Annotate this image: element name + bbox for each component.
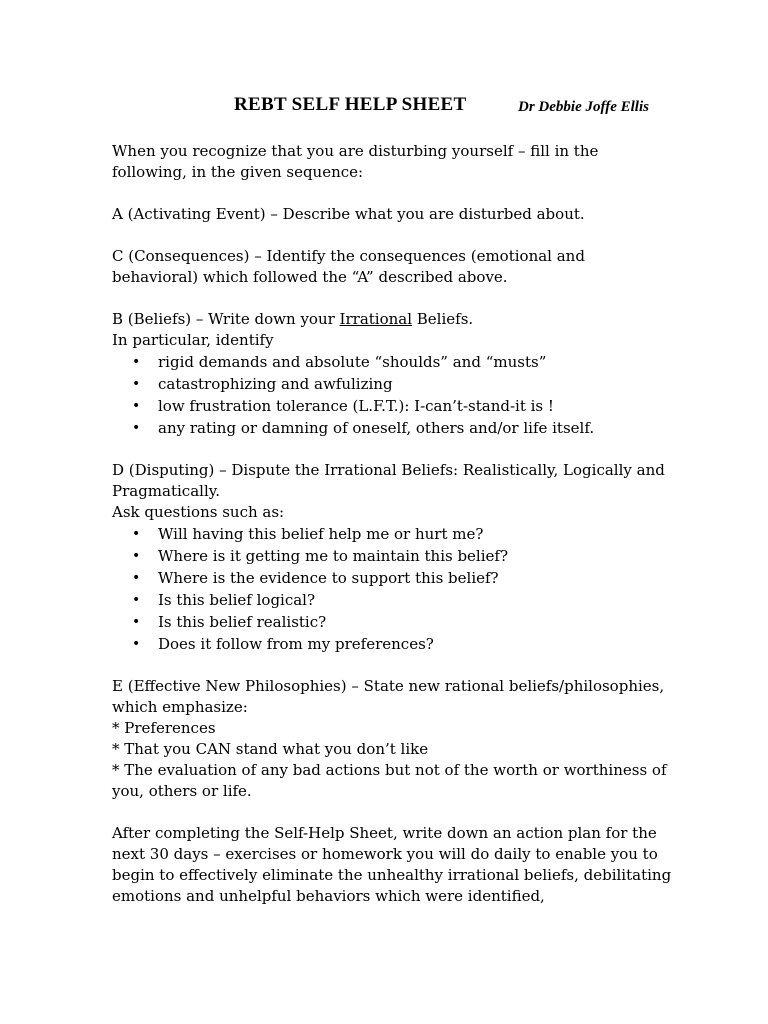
list-item: • Is this belief realistic? xyxy=(112,611,672,633)
list-item: • catastrophizing and awfulizing xyxy=(112,373,672,395)
document-title: REBT SELF HELP SHEET xyxy=(234,94,467,115)
list-item: • Will having this belief help me or hurt me? xyxy=(112,523,672,545)
author-name: Dr Debbie Joffe Ellis xyxy=(518,99,649,115)
disputing-questions-list xyxy=(112,523,672,655)
irrational-underlined: Irrational xyxy=(339,310,413,328)
intro-paragraph: When you recognize that you are disturbing yourself – fill in the following, in the given sequence: xyxy=(112,142,599,181)
list-item: • any rating or damning of oneself, others and/or life itself. xyxy=(112,417,672,439)
section-b-heading xyxy=(112,309,672,330)
section-e-point: * Preferences xyxy=(112,719,216,737)
section-d-paragraph: D (Disputing) – Dispute the Irrational Beliefs: Realistically, Logically and Pragmatically. xyxy=(112,461,665,500)
section-e-paragraph: E (Effective New Philosophies) – State new rational beliefs/philosophies, which emphasize: xyxy=(112,677,665,716)
document-body xyxy=(112,141,672,928)
section-b-lead: In particular, identify xyxy=(112,331,274,349)
closing-paragraph: After completing the Self-Help Sheet, write down an action plan for the next 30 days – exercises or homework you will do daily to enable you to begin to effectively eliminate the unhealthy irrational beliefs, debilitating emotions and unhelpful behaviors which were identified, xyxy=(112,824,672,905)
list-item: • Is this belief logical? xyxy=(112,589,672,611)
section-a-paragraph: A (Activating Event) – Describe what you are disturbed about. xyxy=(112,205,585,223)
section-e-point: * The evaluation of any bad actions but not of the worth or worthiness of you, others or life. xyxy=(112,761,667,800)
document-header xyxy=(0,94,768,118)
list-item: • Where is the evidence to support this belief? xyxy=(112,567,672,589)
section-b-suffix: Beliefs. xyxy=(412,310,474,328)
section-d-lead: Ask questions such as: xyxy=(112,503,285,521)
list-item: • Where is it getting me to maintain this belief? xyxy=(112,545,672,567)
list-item: • Does it follow from my preferences? xyxy=(112,633,672,655)
beliefs-list xyxy=(112,351,672,439)
section-e-point: * That you CAN stand what you don’t like xyxy=(112,740,429,758)
section-b-prefix: B (Beliefs) – Write down your xyxy=(112,310,340,328)
section-c-paragraph: C (Consequences) – Identify the consequences (emotional and behavioral) which followed the “A” described above. xyxy=(112,247,585,286)
list-item: • rigid demands and absolute “shoulds” and “musts” xyxy=(112,351,672,373)
list-item: • low frustration tolerance (L.F.T.): I-can’t-stand-it is ! xyxy=(112,395,672,417)
